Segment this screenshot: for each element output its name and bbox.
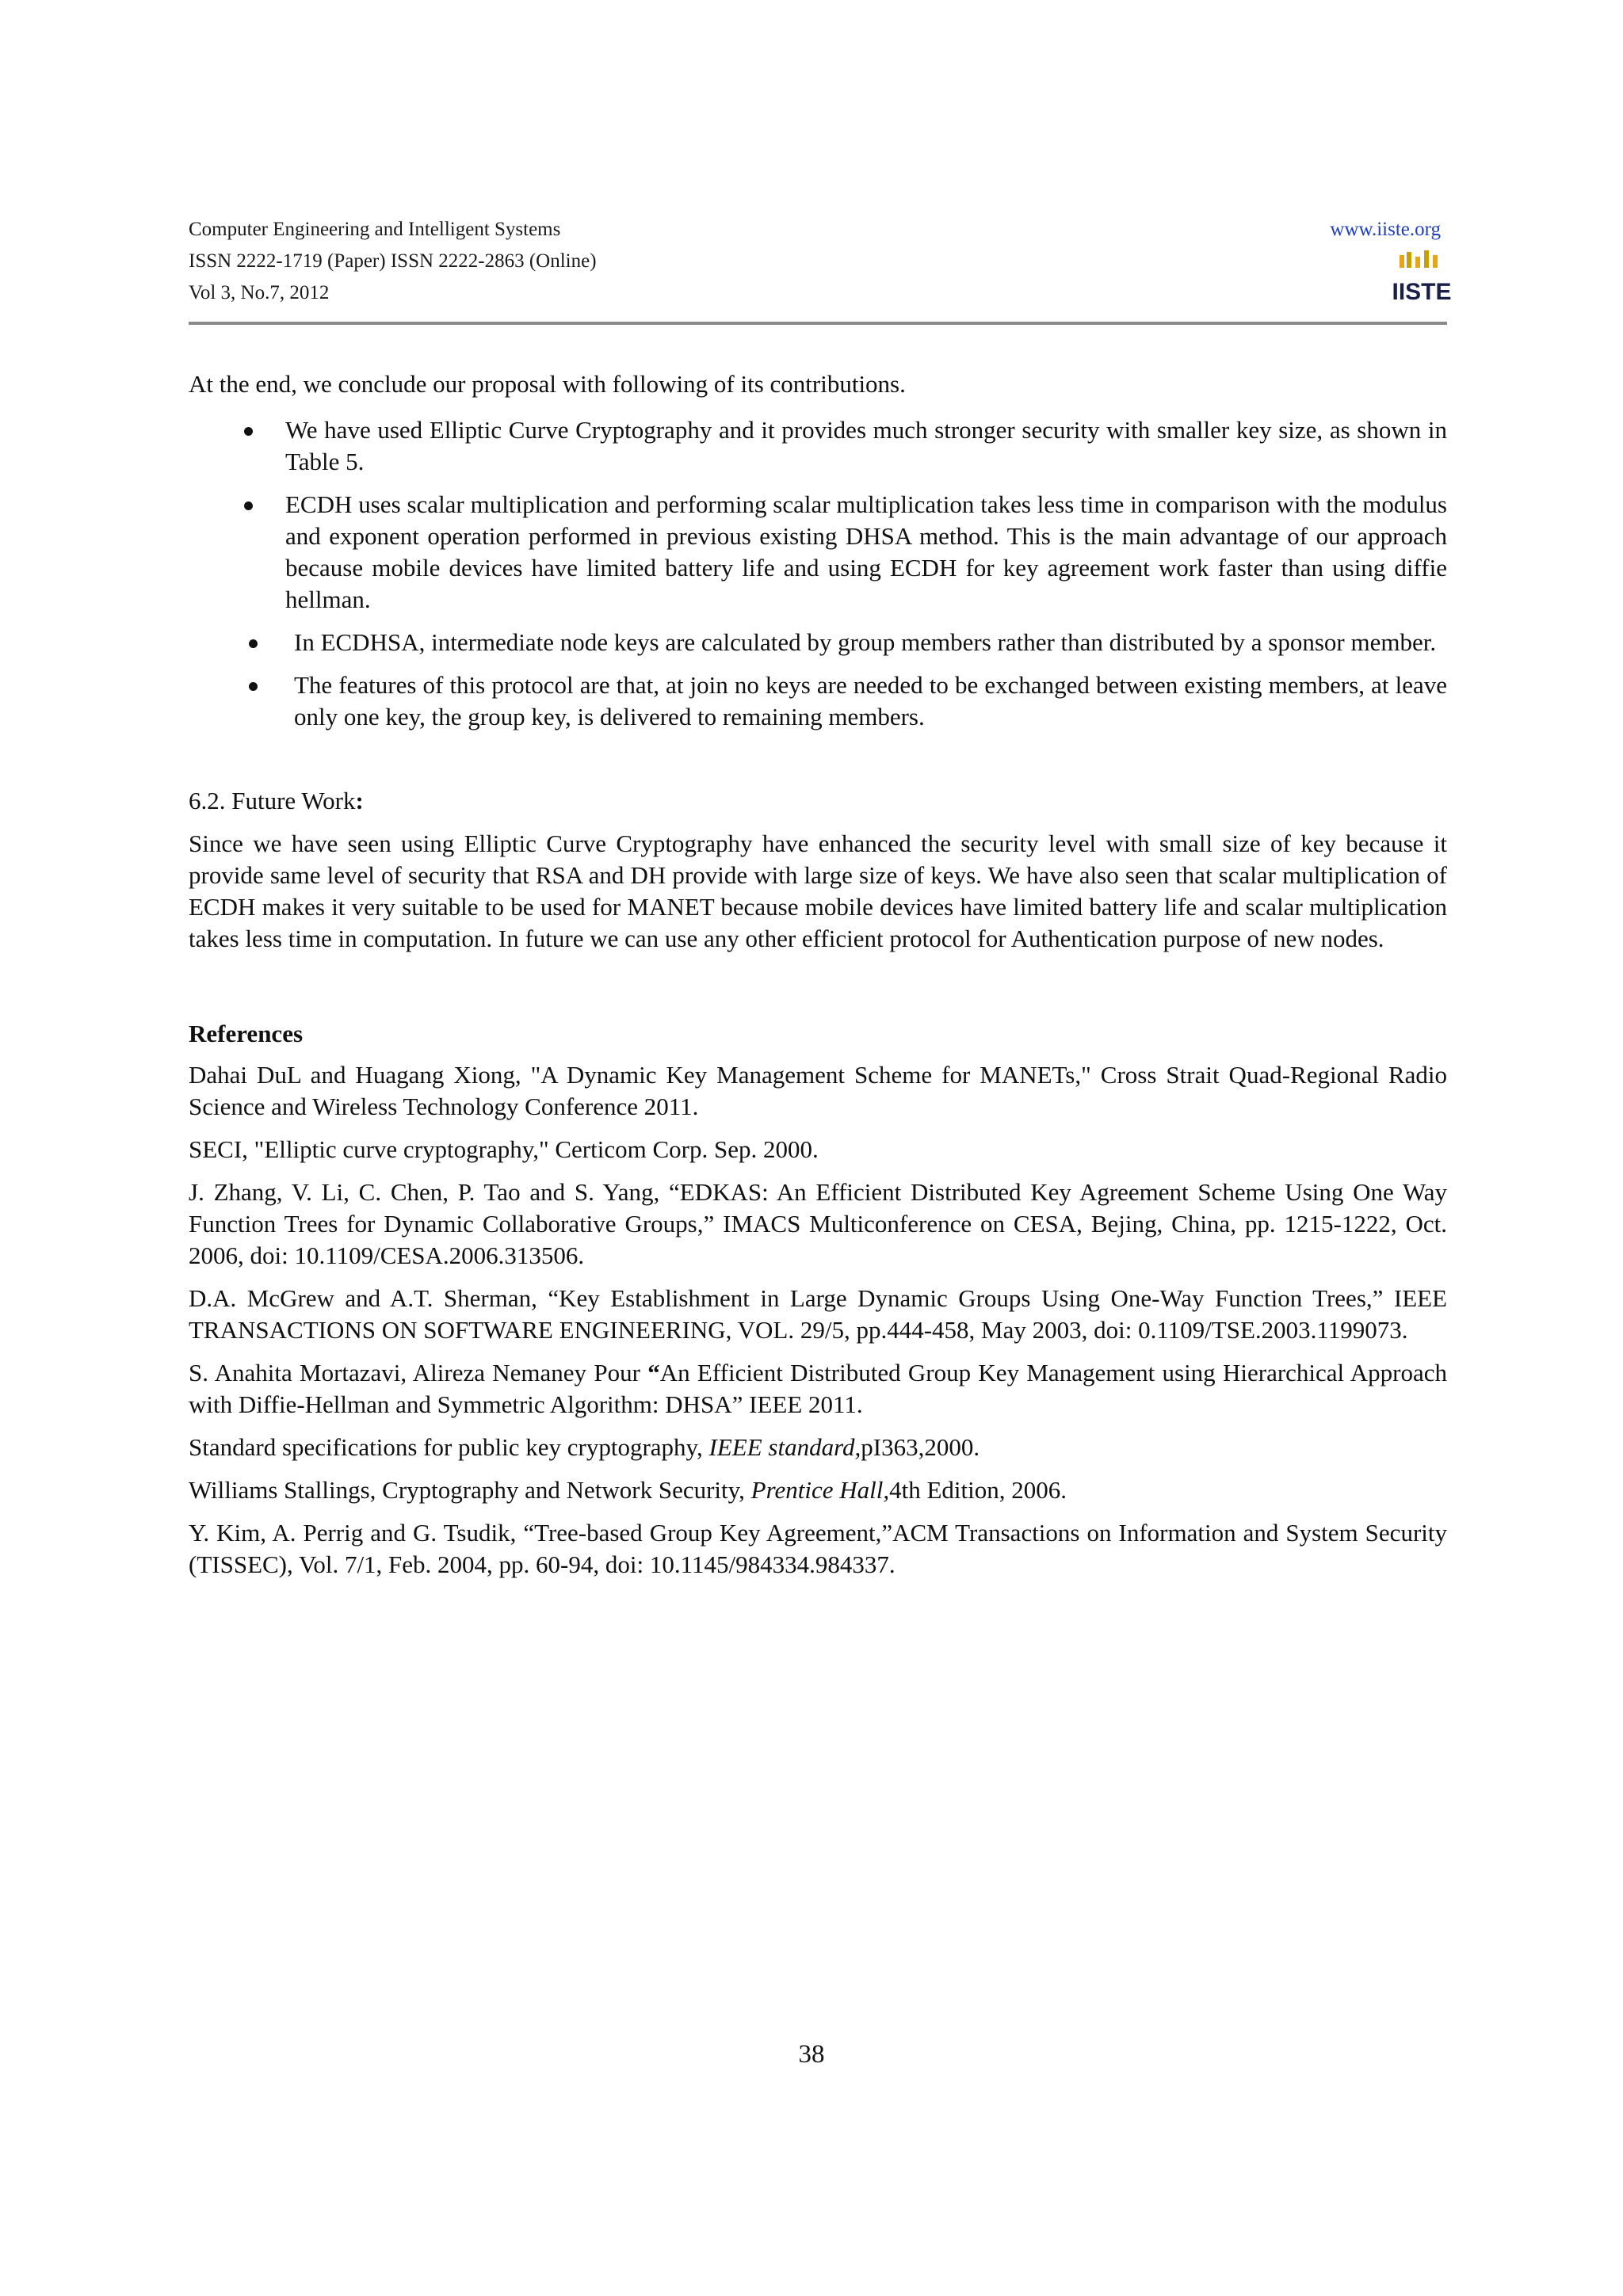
conclusion-intro: At the end, we conclude our proposal with following of its contributions. (189, 370, 906, 398)
reference-item: D.A. McGrew and A.T. Sherman, “Key Establishment in Large Dynamic Groups Using One-Way Function Trees,” IEEE TRANSACTIONS ON SOFTWARE ENGINEERING, VOL. 29/5, pp.444-458, May 2003, doi: 0.1109/TSE.2003.1199073. (189, 1284, 1447, 1344)
reference-quote: “ (647, 1359, 660, 1386)
bullet-icon (249, 639, 258, 648)
main-content (189, 368, 1447, 1592)
reference-item: Dahai DuL and Huagang Xiong, "A Dynamic Key Management Scheme for MANETs," Cross Strait Quad-Regional Radio Science and Wireless Technology Conference 2011. (189, 1061, 1447, 1120)
reference-italic: IEEE standard, (708, 1433, 861, 1461)
reference-text: An Efficient Distributed Group Key Management using Hierarchical Approach with Diffie-Hellman and Symmetric Algorithm: DHSA” IEEE 2011. (189, 1359, 1447, 1418)
reference-item: SECI, "Elliptic curve cryptography," Certicom Corp. Sep. 2000. (189, 1135, 819, 1163)
reference-text: Williams Stallings, Cryptography and Network Security, (189, 1476, 751, 1504)
list-item (189, 669, 1447, 733)
reference-item (189, 1357, 1447, 1421)
page-number: 38 (798, 2040, 825, 2069)
reference-text: Standard specifications for public key cryptography, (189, 1433, 709, 1461)
reference-text: 4th Edition, 2006. (889, 1476, 1067, 1504)
contributions-list (189, 414, 1447, 733)
reference-item (189, 1432, 1447, 1463)
future-work-colon: : (355, 787, 364, 814)
list-item (189, 489, 1447, 616)
issn-line: ISSN 2222-1719 (Paper) ISSN 2222-2863 (Online) (189, 250, 597, 272)
future-work-heading (189, 785, 1447, 817)
list-item (189, 414, 1447, 478)
reference-item: J. Zhang, V. Li, C. Chen, P. Tao and S. Yang, “EDKAS: An Efficient Distributed Key Agreement Scheme Using One Way Function Trees for Dynamic Collaborative Groups,” IMACS Multiconference on CESA, Bejing, China, pp. 1215-1222, Oct. 2006, doi: 10.1109/CESA.2006.313506. (189, 1178, 1447, 1269)
list-item (189, 627, 1447, 658)
page-header (189, 214, 1452, 309)
header-rule (189, 322, 1447, 325)
list-item-text: In ECDHSA, intermediate node keys are calculated by group members rather than distributed by a sponsor member. (294, 628, 1437, 656)
reference-italic: Prentice Hall, (750, 1476, 890, 1504)
list-item-text: We have used Elliptic Curve Cryptography and it provides much stronger security with smaller key size, as shown in Table 5. (285, 416, 1447, 475)
reference-text: S. Anahita Mortazavi, Alireza Nemaney Pour (189, 1359, 648, 1386)
list-item-text: The features of this protocol are that, at join no keys are needed to be exchanged between existing members, at leave only one key, the group key, is delivered to remaining members. (294, 671, 1447, 730)
logo-text: IISTE (1392, 279, 1452, 305)
journal-url-link[interactable]: www.iiste.org (1330, 219, 1441, 240)
reference-item (189, 1474, 1447, 1506)
bullet-icon (249, 682, 258, 691)
iiste-logo-icon (1392, 249, 1452, 305)
volume-line: Vol 3, No.7, 2012 (189, 282, 330, 303)
bullet-icon (244, 427, 253, 436)
bullet-icon (244, 502, 253, 510)
reference-item: Y. Kim, A. Perrig and G. Tsudik, “Tree-based Group Key Agreement,”ACM Transactions on Information and System Security (TISSEC), Vol. 7/1, Feb. 2004, pp. 60-94, doi: 10.1145/984334.984337. (189, 1519, 1447, 1578)
reference-text: pI363,2000. (861, 1433, 980, 1461)
future-work-paragraph: Since we have seen using Elliptic Curve Cryptography have enhanced the security level with small size of key because it provide same level of security that RSA and DH provide with large size of keys. We have also seen that scalar multiplication of ECDH makes it very suitable to be used for MANET because mobile devices have limited battery life and scalar multiplication takes less time in computation. In future we can use any other efficient protocol for Authentication purpose of new nodes. (189, 830, 1447, 952)
references-heading: References (189, 1020, 304, 1047)
list-item-text: ECDH uses scalar multiplication and performing scalar multiplication takes less time in comparison with the modulus and exponent operation performed in previous existing DHSA method. This is the main advantage of our approach because mobile devices have limited battery life and using ECDH for key agreement work faster than using diffie hellman. (285, 490, 1447, 613)
journal-title: Computer Engineering and Intelligent Systems (189, 219, 561, 240)
future-work-title: 6.2. Future Work (189, 787, 356, 814)
